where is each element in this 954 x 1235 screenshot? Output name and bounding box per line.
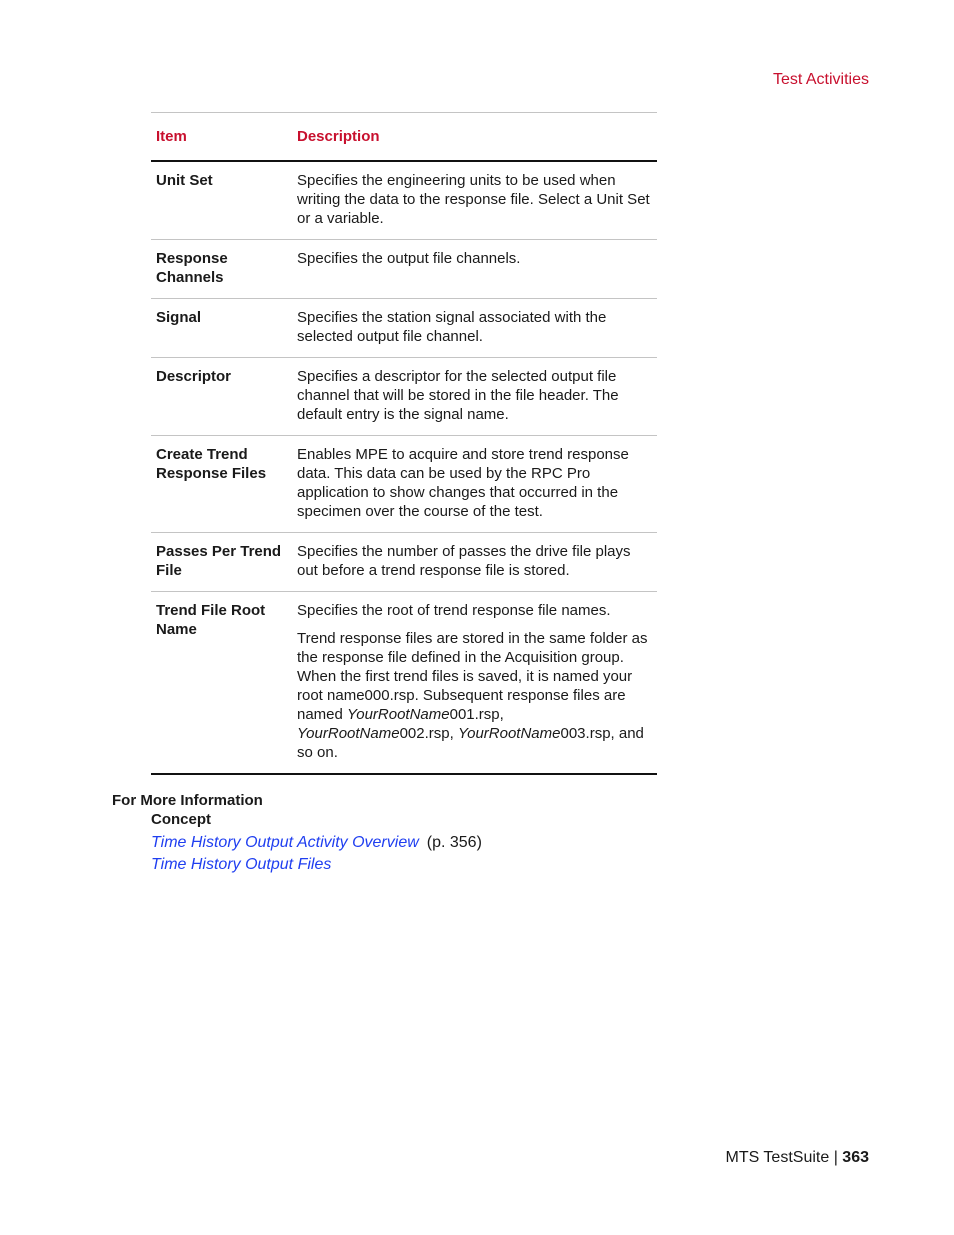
detail-emphasis: YourRootName [297, 725, 400, 742]
table-row [151, 436, 657, 533]
table-row [151, 161, 657, 240]
description-text: Specifies the station signal associated with the selected output file channel. [297, 309, 607, 345]
description-cell [292, 240, 657, 299]
description-cell [292, 299, 657, 358]
detail-text: 002.rsp, [399, 725, 458, 742]
description-text: Specifies the engineering units to be used when writing the data to the response file. Select a Unit Set or a variable. [297, 172, 650, 227]
description-text-detail [297, 629, 655, 762]
item-cell: Response Channels [151, 240, 292, 299]
more-information-section [112, 791, 482, 876]
item-cell: Passes Per Trend File [151, 533, 292, 592]
detail-emphasis: YourRootName [347, 706, 450, 723]
column-header-item: Item [151, 113, 292, 162]
table-row [151, 240, 657, 299]
detail-emphasis: YourRootName [457, 725, 561, 742]
item-cell: Trend File Root Name [151, 592, 292, 775]
link-time-history-output-activity-overview[interactable]: Time History Output Activity Overview [151, 834, 419, 851]
detail-text: 001.rsp, [449, 706, 504, 723]
related-link-item [151, 854, 482, 876]
concept-heading: Concept [151, 811, 211, 828]
item-cell: Descriptor [151, 358, 292, 436]
item-cell: Unit Set [151, 161, 292, 240]
item-cell: Signal [151, 299, 292, 358]
parameter-table [151, 112, 657, 775]
more-information-heading: For More Information [112, 792, 263, 809]
related-link-item [151, 832, 482, 854]
detail-text: Trend response files are stored in the same folder as the response file defined in the Acquisition group. When the first trend files is saved, it is named your root name000.rsp. Subsequent response files are named [297, 630, 648, 723]
detail-text: 003.rsp, and so on. [297, 725, 644, 761]
description-text: Enables MPE to acquire and store trend response data. This data can be used by the RPC Pro application to show changes that occurred in the specimen over the course of the test. [297, 446, 629, 520]
link-time-history-output-files[interactable]: Time History Output Files [151, 856, 332, 873]
related-links [151, 832, 482, 876]
description-text: Specifies the root of trend response file names. [297, 602, 611, 619]
description-cell [292, 436, 657, 533]
table-row [151, 299, 657, 358]
description-text: Specifies a descriptor for the selected output file channel that will be stored in the file header. The default entry is the signal name. [297, 368, 619, 423]
page-number: 363 [842, 1149, 869, 1166]
description-cell [292, 592, 657, 775]
item-cell: Create Trend Response Files [151, 436, 292, 533]
description-text: Specifies the output file channels. [297, 250, 521, 267]
table-row [151, 592, 657, 775]
table-header-row [151, 113, 657, 162]
footer-product: MTS TestSuite | [725, 1149, 843, 1166]
description-cell [292, 358, 657, 436]
running-header: Test Activities [772, 71, 869, 88]
description-cell [292, 161, 657, 240]
column-header-description: Description [292, 113, 657, 162]
description-text: Specifies the number of passes the drive file plays out before a trend response file is stored. [297, 543, 631, 579]
description-cell [292, 533, 657, 592]
table-row [151, 358, 657, 436]
page-footer [726, 1148, 870, 1167]
table-row [151, 533, 657, 592]
page-reference: (p. 356) [426, 834, 482, 851]
